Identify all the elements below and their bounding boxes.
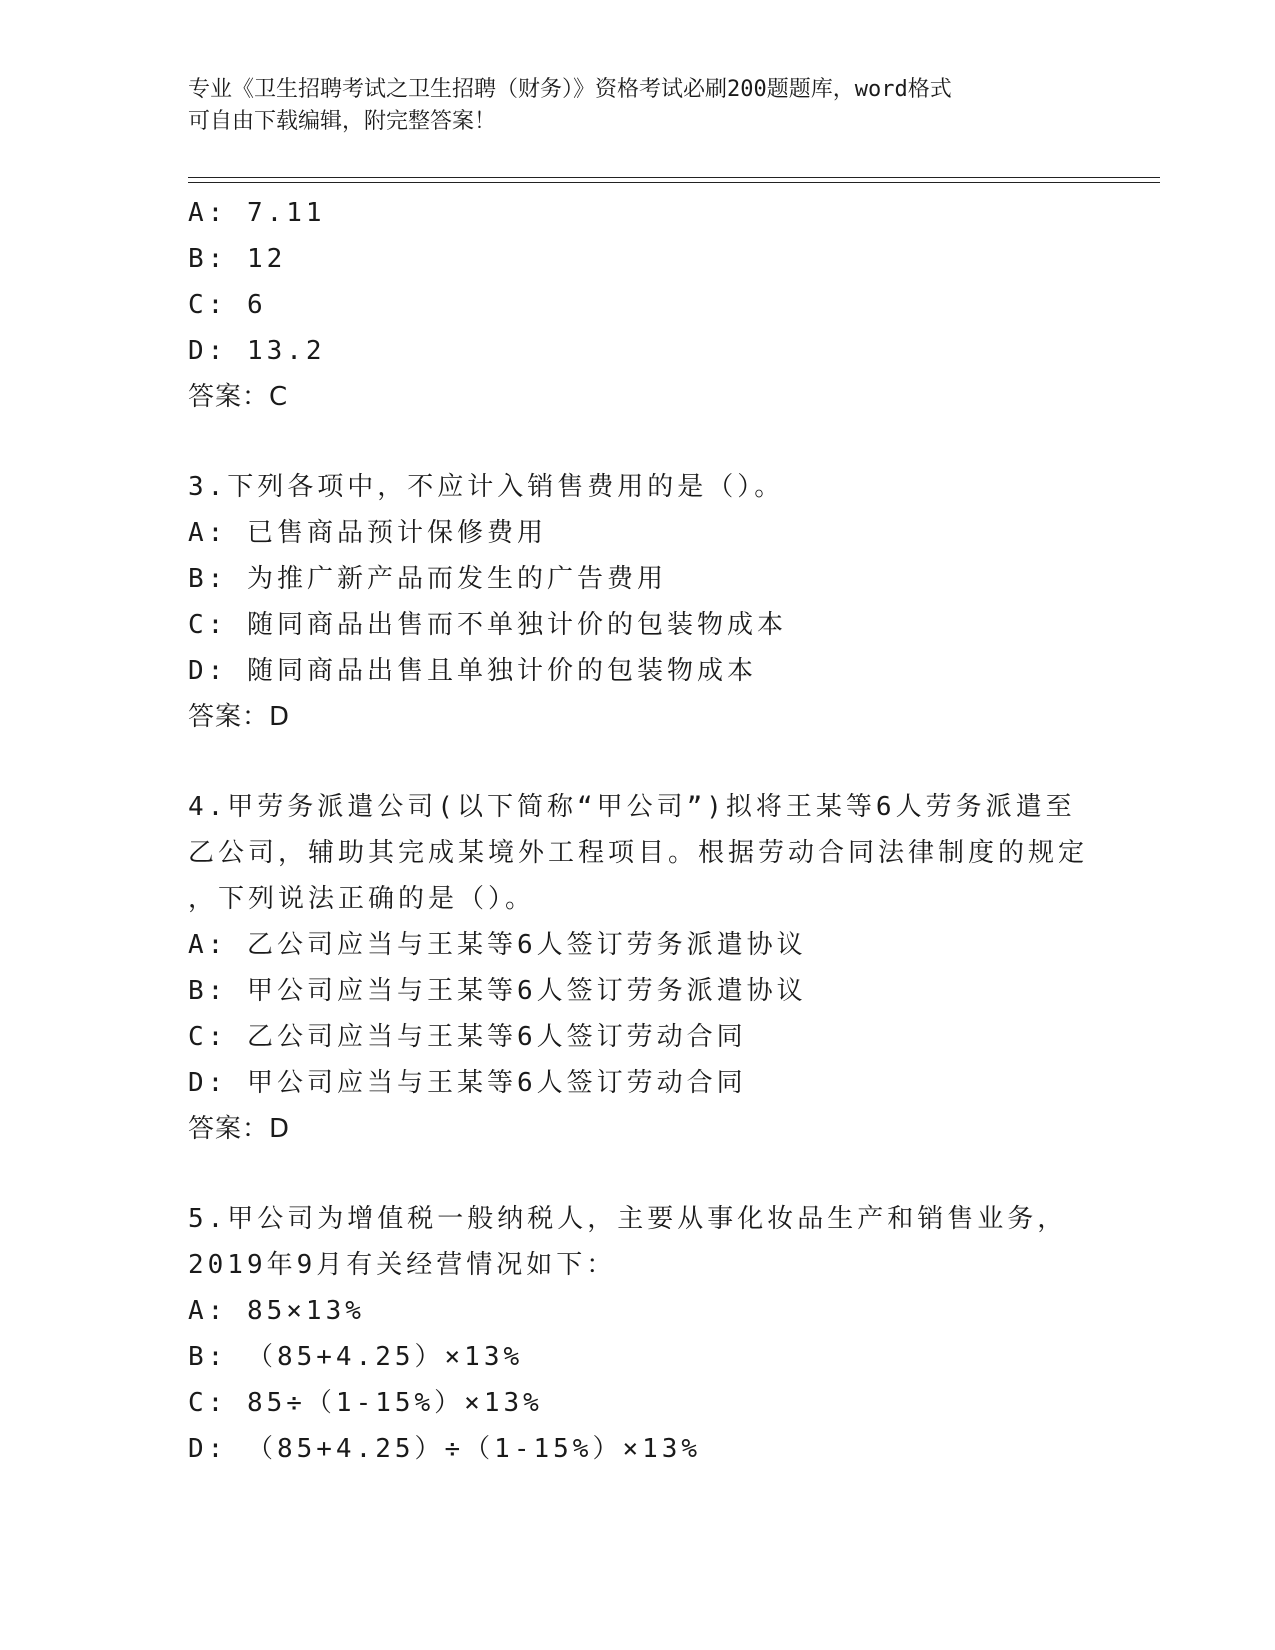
q2-option-c: C: 6	[188, 290, 267, 320]
q4-stem-line-2: 乙公司，辅助其完成某境外工程项目。根据劳动合同法律制度的规定	[188, 838, 1089, 868]
q4-option-b: B: 甲公司应当与王某等6人签订劳务派遣协议	[188, 976, 807, 1006]
question-5-block	[188, 1196, 1088, 1472]
question-list	[188, 190, 1088, 1472]
q4-answer: 答案：D	[188, 1114, 291, 1144]
q5-option-a: A: 85×13%	[188, 1296, 365, 1326]
q3-stem: 3.下列各项中，不应计入销售费用的是（）。	[188, 472, 785, 502]
q3-option-a: A: 已售商品预计保修费用	[188, 518, 547, 548]
q5-option-d: D: （85+4.25）÷（1-15%）×13%	[188, 1434, 702, 1464]
q5-stem-line-1: 5.甲公司为增值税一般纳税人，主要从事化妆品生产和销售业务，	[188, 1204, 1068, 1234]
q3-option-b: B: 为推广新产品而发生的广告费用	[188, 564, 667, 594]
q5-stem-line-2: 2019年9月有关经营情况如下：	[188, 1250, 617, 1280]
document-header	[188, 74, 1068, 138]
question-4-block	[188, 784, 1088, 1152]
q3-option-c: C: 随同商品出售而不单独计价的包装物成本	[188, 610, 787, 640]
q4-option-c: C: 乙公司应当与王某等6人签订劳动合同	[188, 1022, 747, 1052]
q3-option-d: D: 随同商品出售且单独计价的包装物成本	[188, 656, 757, 686]
question-3-block	[188, 464, 1088, 740]
q4-stem-line-3: ，下列说法正确的是（）。	[188, 884, 536, 914]
q5-option-c: C: 85÷（1-15%）×13%	[188, 1388, 543, 1418]
q4-stem-line-1: 4.甲劳务派遣公司(以下简称“甲公司”)拟将王某等6人劳务派遣至	[188, 792, 1076, 822]
q2-answer: 答案：C	[188, 382, 289, 412]
header-divider-top	[188, 177, 1160, 178]
q2-option-a: A: 7.11	[188, 198, 326, 228]
q3-answer: 答案：D	[188, 702, 291, 732]
header-title-line-2: 可自由下载编辑，附完整答案！	[188, 109, 497, 134]
q4-option-a: A: 乙公司应当与王某等6人签订劳务派遣协议	[188, 930, 807, 960]
spacer	[188, 420, 1088, 464]
q5-option-b: B: （85+4.25）×13%	[188, 1342, 524, 1372]
question-2-block	[188, 190, 1088, 420]
spacer	[188, 740, 1088, 784]
q2-option-b: B: 12	[188, 244, 287, 274]
q2-option-d: D: 13.2	[188, 336, 326, 366]
q4-option-d: D: 甲公司应当与王某等6人签订劳动合同	[188, 1068, 747, 1098]
spacer	[188, 1152, 1088, 1196]
header-title-line-1: 专业《卫生招聘考试之卫生招聘（财务）》资格考试必刷200题题库，word格式	[188, 77, 952, 102]
header-divider-bottom	[188, 182, 1160, 183]
